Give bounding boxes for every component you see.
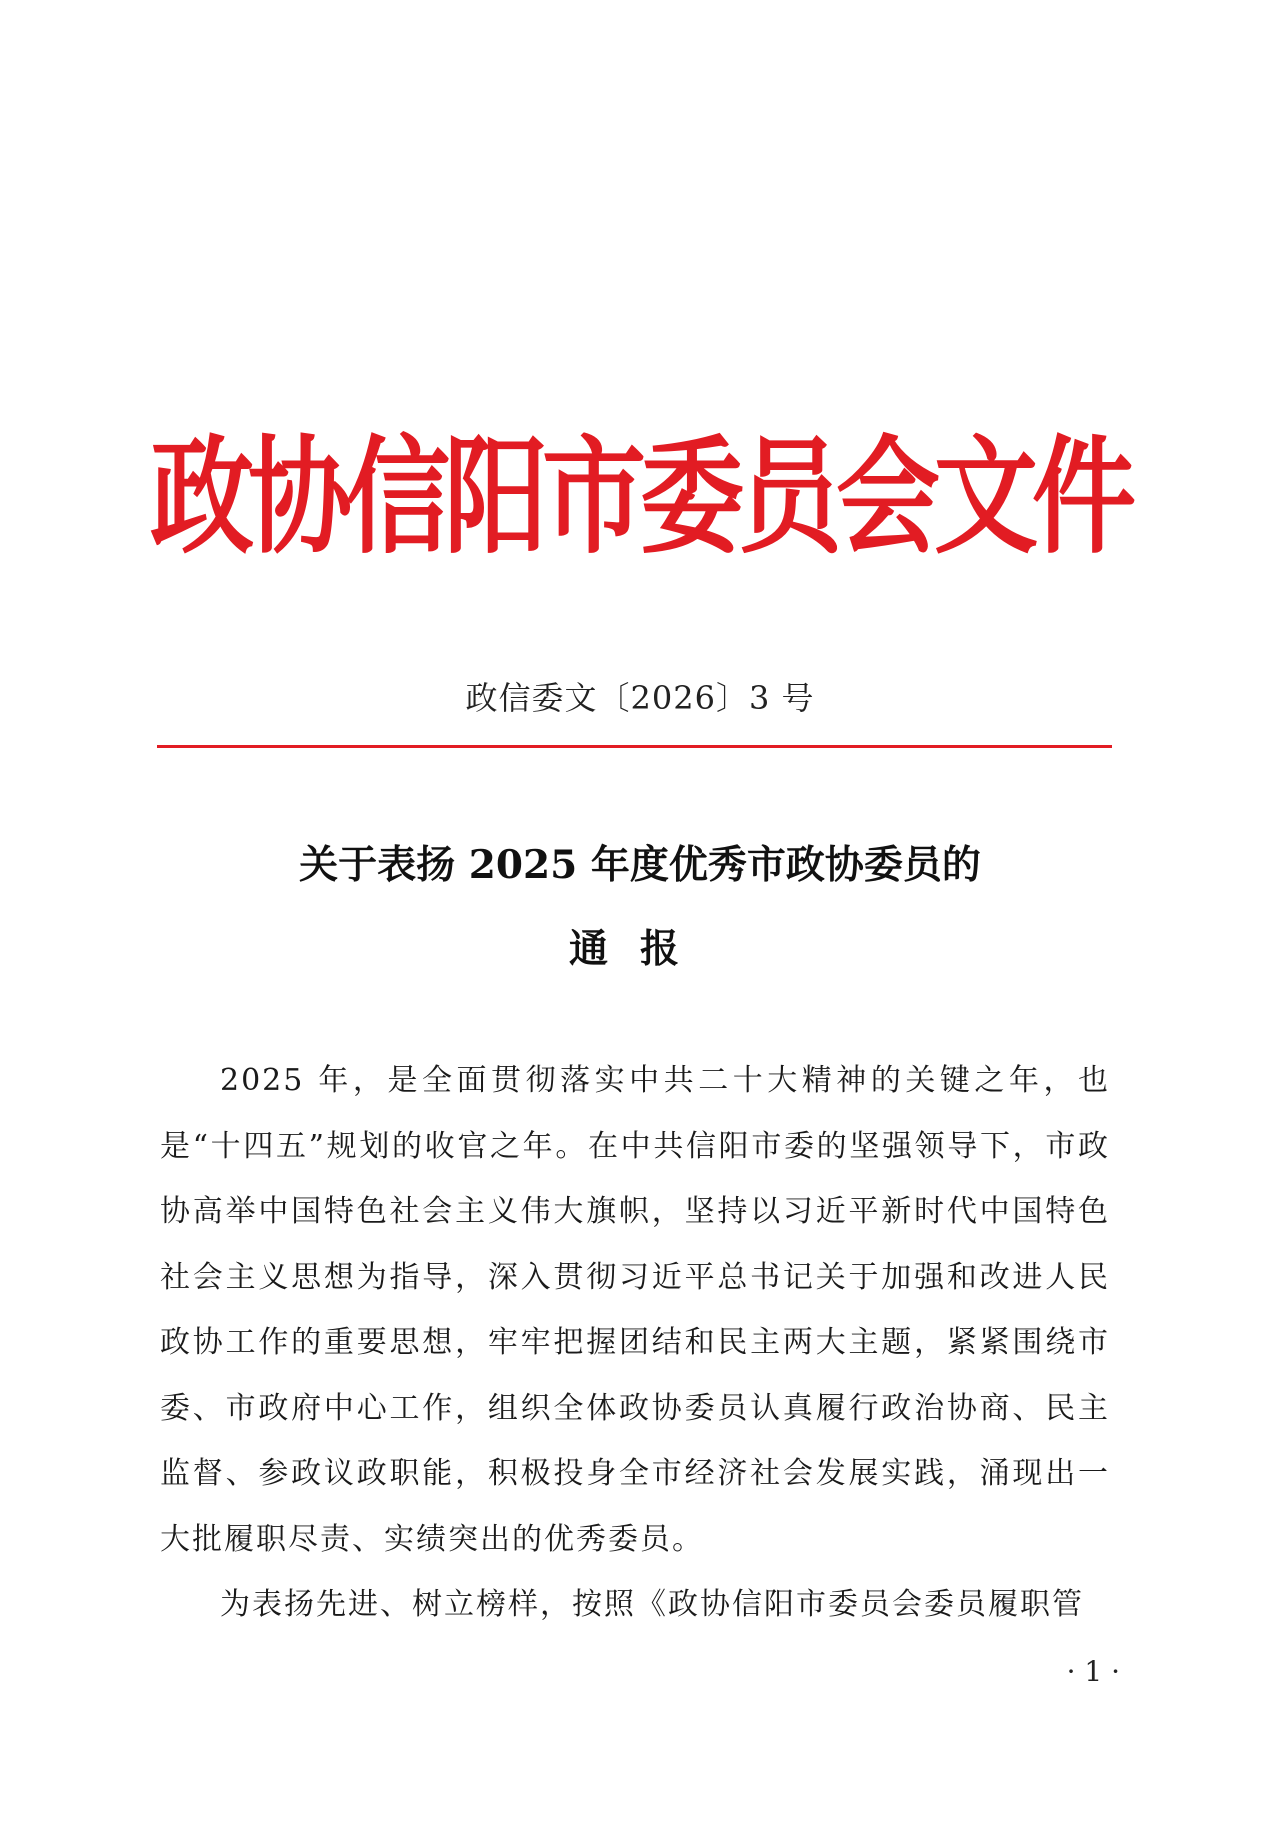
page-number: · 1 ·: [1066, 1655, 1120, 1688]
document-title-line-1: 关于表扬 2025 年度优秀市政协委员的: [299, 842, 981, 888]
document-title-line-2: 通报: [568, 926, 711, 972]
document-body: [160, 1048, 1110, 1638]
body-paragraph-1: 2025 年，是全面贯彻落实中共二十大精神的关键之年，也是“十四五”规划的收官之年。在中共信阳市委的坚强领导下，市政协高举中国特色社会主义伟大旗帜，坚持以习近平新时代中国特色社会主义思想为指导，深入贯彻习近平总书记关于加强和改进人民政协工作的重要思想，牢牢把握团结和民主两大主题，紧紧围绕市委、市政府中心工作，组织全体政协委员认真履行政治协商、民主监督、参政议政职能，积极投身全市经济社会发展实践，涌现出一大批履职尽责、实绩突出的优秀委员。: [160, 1063, 1110, 1557]
red-divider-line: [157, 745, 1112, 748]
issuer-masthead: 政协信阳市委员会文件: [150, 422, 1131, 572]
body-paragraph-2: 为表扬先进、树立榜样，按照《政协信阳市委员会委员履职管: [220, 1587, 1084, 1622]
document-number: 政信委文〔2026〕3 号: [465, 679, 815, 717]
